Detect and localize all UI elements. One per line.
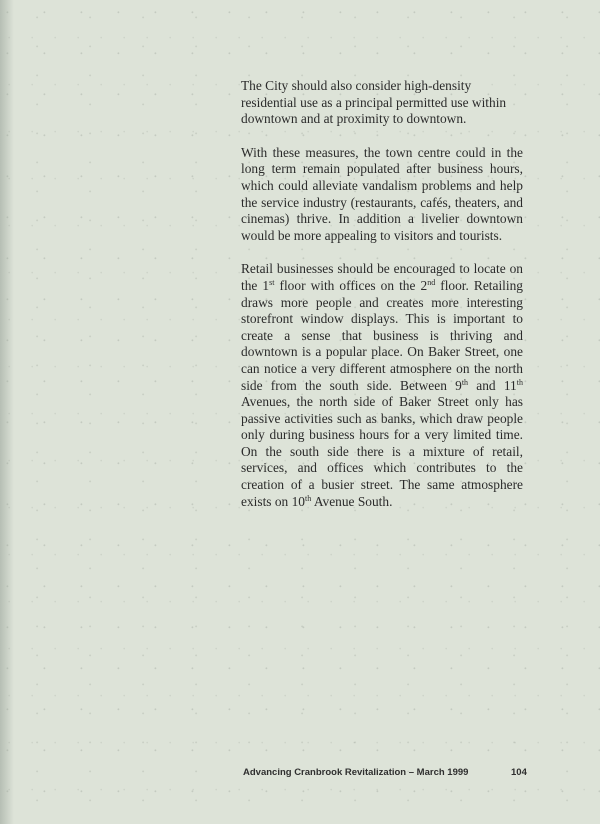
- retail-text-6: Avenue South.: [311, 493, 393, 509]
- retail-text-4: and 11: [468, 377, 517, 393]
- paragraph-retail: [241, 261, 523, 510]
- body-text: [241, 78, 523, 527]
- footer-title: Advancing Cranbrook Revitalization – March 1999: [243, 767, 469, 778]
- page-number: 104: [511, 767, 527, 778]
- paragraph-town-centre: With these measures, the town centre could in the long term remain populated after business hours, which could alleviate vandalism problems and help the service industry (restaurants, cafés, theaters, and cinemas) thrive. In addition a livelier downtown would be more appealing to visitors and tourists.: [241, 144, 523, 243]
- retail-text-1: Retail businesses should be encouraged to locate on the 1: [241, 261, 523, 293]
- retail-text-2: floor with offices on the 2: [274, 277, 428, 293]
- retail-sup-4: th: [516, 377, 523, 387]
- retail-sup-3: th: [461, 377, 469, 387]
- retail-sup-2: nd: [427, 277, 436, 287]
- retail-sup-1: st: [269, 277, 275, 287]
- paragraph-residential: The City should also consider high-density residential use as a principal permitted use within downtown and at proximity to downtown.: [241, 78, 507, 127]
- retail-text-3: floor. Retailing draws more people and creates more interesting storefront window displays. This is important to create a sense that business is thriving and downtown is a popular place. On Baker Street, one can notice a very different atmosphere on the north side from the south side. Between 9: [241, 277, 523, 393]
- retail-sup-5: th: [304, 493, 312, 503]
- retail-text-5: Avenues, the north side of Baker Street only has passive activities such as banks, which draw people only during business hours for a very limited time. On the south side there is a mixture of retail, services, and offices which contributes to the creation of a busier street. The same atmosphere exists on 10: [241, 394, 523, 509]
- page-edge-shadow: [0, 0, 14, 824]
